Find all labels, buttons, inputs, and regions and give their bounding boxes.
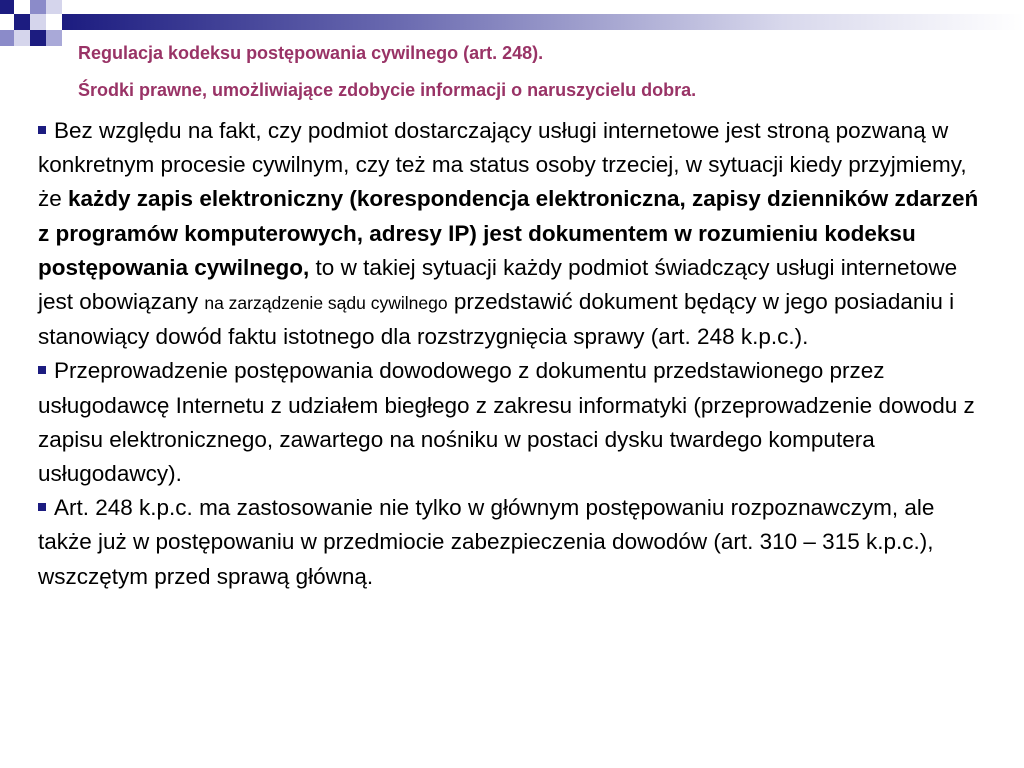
decor-square — [46, 30, 62, 46]
para1-small-text: na zarządzenie sądu cywilnego — [204, 293, 448, 314]
para1-bold-text: każdy zapis elektroniczny (korespondencja elektroniczna, zapisy dzienników zdarzeń z programów komputerowych, adresy IP) jest dokumentem w rozumieniu kodeksu postępowania cywilnego, — [38, 186, 979, 280]
slide-body — [38, 114, 988, 594]
square-bullet-icon — [38, 366, 46, 374]
square-bullet-icon — [38, 126, 46, 134]
title-line-2: Środki prawne, umożliwiające zdobycie informacji o naruszycielu dobra. — [78, 80, 697, 100]
decor-square — [30, 14, 46, 30]
para1-text-c: przedstawić dokument będący w jego posiadaniu i stanowiący dowód faktu istotnego dla rozstrzygnięcia sprawy (art. 248 k.p.c.). — [38, 289, 955, 350]
bullet-paragraph-1 — [38, 114, 988, 354]
para1-text-b: to w takiej sytuacji każdy podmiot świadczący usługi internetowe jest obowiązany — [38, 254, 958, 315]
decor-square — [14, 0, 30, 14]
decor-square — [30, 30, 46, 46]
decor-square — [46, 0, 62, 14]
bullet-paragraph-2 — [38, 354, 988, 491]
decor-square — [0, 14, 14, 30]
header-gradient-bar — [62, 14, 1024, 30]
para3-text: Art. 248 k.p.c. ma zastosowanie nie tylko w głównym postępowaniu rozpoznawczym, ale także już w postępowaniu w przedmiocie zabezpieczenia dowodów (art. 310 – 315 k.p.c.), wszczętym przed sprawą główną. — [38, 495, 935, 589]
decor-square — [30, 0, 46, 14]
slide-title — [78, 42, 1008, 101]
decor-square — [14, 30, 30, 46]
para1-text-a: Bez względu na fakt, czy podmiot dostarczający usługi internetowe jest stroną pozwaną w konkretnym procesie cywilnym, czy też ma status osoby trzeciej, w sytuacji kiedy przyjmiemy, że — [38, 118, 967, 212]
decor-square — [0, 30, 14, 46]
para2-text: Przeprowadzenie postępowania dowodowego z dokumentu przedstawionego przez usługodawcę Internetu z udziałem biegłego z zakresu informatyki (przeprowadzenie dowodu z zapisu elektronicznego, zawartego na nośniku w postaci dysku twardego komputera usługodawcy). — [38, 358, 975, 487]
bullet-paragraph-3 — [38, 491, 988, 594]
decor-square — [0, 0, 14, 14]
title-line-1: Regulacja kodeksu postępowania cywilnego (art. 248). — [78, 43, 544, 63]
square-bullet-icon — [38, 503, 46, 511]
decor-square — [14, 14, 30, 30]
